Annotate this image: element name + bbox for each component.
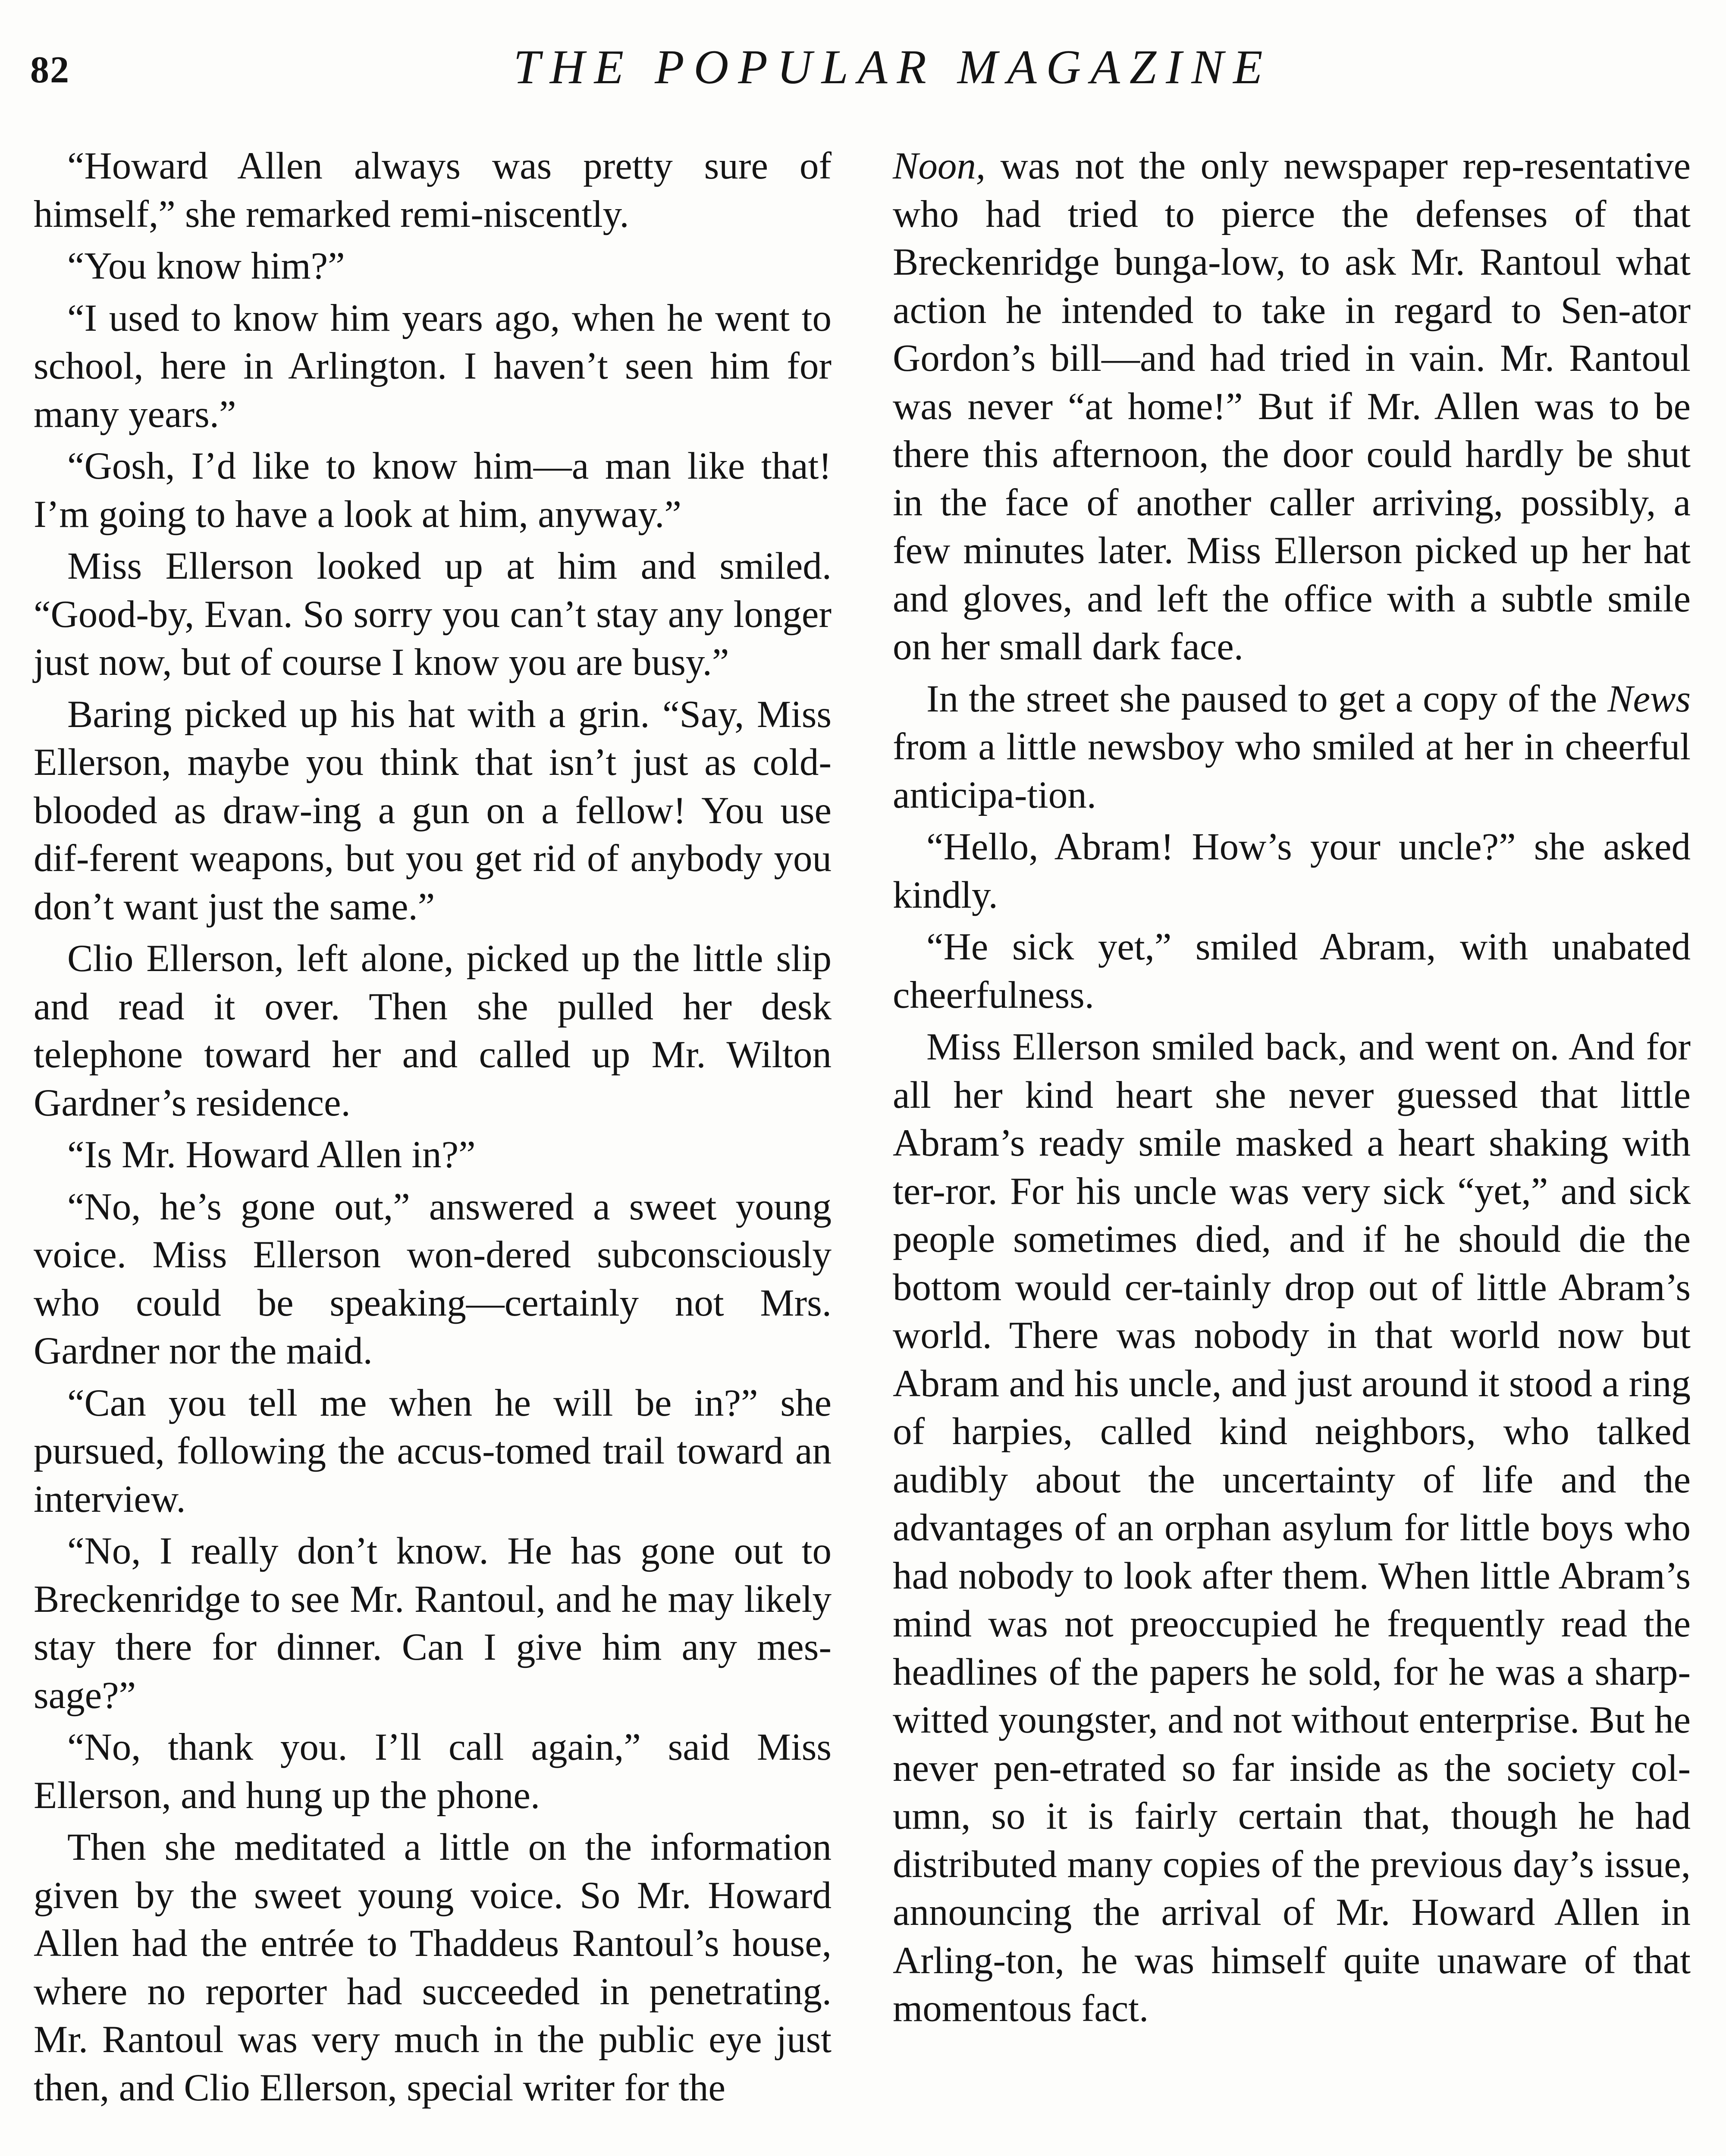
- paragraph-text: In the street she paused to get a copy of the: [926, 677, 1608, 720]
- paragraph: “Gosh, I’d like to know him—a man like that! I’m going to have a look at him, anyway.”: [34, 445, 832, 536]
- right-column: [893, 142, 1691, 2033]
- running-title: THE POPULAR MAGAZINE: [513, 41, 1272, 94]
- page-header: [30, 40, 1695, 109]
- paragraph: “No, he’s gone out,” answered a sweet young voice. Miss Ellerson won-dered subconsciously who could be speaking—certainly not Mrs. Gardner nor the maid.: [34, 1185, 832, 1372]
- paragraph-text: from a little newsboy who smiled at her in cheerful anticipa-tion.: [893, 726, 1691, 816]
- paragraph: “He sick yet,” smiled Abram, with unabated cheerfulness.: [893, 926, 1691, 1016]
- paragraph: “Hello, Abram! How’s your uncle?” she asked kindly.: [893, 826, 1691, 916]
- paragraph-text: was not the only newspaper rep-resentative who had tried to pierce the defenses of that Breckenridge bunga-low, to ask Mr. Rantoul what action he intended to take in regard to Sen-ator Gordon’s bill—and had tried in vain. Mr. Rantoul was never “at home!” But if Mr. Allen was to be there this afternoon, the door could hardly be shut in the face of another caller arriving, possibly, a few minutes later. Miss Ellerson picked up her hat and gloves, and left the office with a subtle smile on her small dark face.: [893, 145, 1691, 668]
- paragraph: “Is Mr. Howard Allen in?”: [67, 1134, 476, 1176]
- paragraph: Miss Ellerson looked up at him and smiled. “Good-by, Evan. So sorry you can’t stay any longer just now, but of course I know you are busy.”: [34, 545, 832, 683]
- newspaper-name-news: News: [1607, 677, 1691, 720]
- page-number: 82: [30, 49, 70, 91]
- paragraph: “Can you tell me when he will be in?” she pursued, following the accus-tomed trail toward an interview.: [34, 1382, 832, 1520]
- continued-paragraph: [893, 142, 1691, 671]
- paragraph: Then she meditated a little on the information given by the sweet young voice. So Mr. Howard Allen had the entrée to Thaddeus Rantoul’s house, where no reporter had succeeded in penetrating. Mr. Rantoul was very much in the public eye just then, and Clio Ellerson, special writer for the: [34, 1826, 832, 2109]
- newspaper-name-noon: Noon,: [893, 145, 986, 187]
- paragraph: [893, 675, 1691, 820]
- paragraph: Miss Ellerson smiled back, and went on. And for all her kind heart she never guessed that little Abram’s ready smile masked a heart shaking with ter-ror. For his uncle was very sick “yet,” and sick people sometimes died, and if he should die the bottom would cer-tainly drop out of little Abram’s world. There was nobody in that world now but Abram and his uncle, and just around it stood a ring of harpies, called kind neighbors, who talked audibly about the uncertainty of life and the advantages of an orphan asylum for little boys who had nobody to look after them. When little Abram’s mind was not preoccupied he frequently read the headlines of the papers he sold, for he was a sharp-witted youngster, and not without enterprise. But he never pen-etrated so far inside as the society col-umn, so it is fairly certain that, though he had distributed many copies of the previous day’s issue, announcing the arrival of Mr. Howard Allen in Arling-ton, he was himself quite unaware of that momentous fact.: [893, 1026, 1691, 2030]
- paragraph: Baring picked up his hat with a grin. “Say, Miss Ellerson, maybe you think that isn’t just as cold-blooded as draw-ing a gun on a fellow! You use dif-ferent weapons, but you get rid of anybody you don’t want just the same.”: [34, 693, 832, 928]
- paragraph: “No, I really don’t know. He has gone out to Breckenridge to see Mr. Rantoul, and he may likely stay there for dinner. Can I give him any mes-sage?”: [34, 1530, 832, 1717]
- left-column: [34, 142, 832, 2112]
- paragraph: “You know him?”: [67, 245, 345, 287]
- paragraph: “I used to know him years ago, when he went to school, here in Arlington. I haven’t seen him for many years.”: [34, 297, 832, 436]
- paragraph: Clio Ellerson, left alone, picked up the little slip and read it over. Then she pulled her desk telephone toward her and called up Mr. Wilton Gardner’s residence.: [34, 937, 832, 1124]
- paragraph: “No, thank you. I’ll call again,” said Miss Ellerson, and hung up the phone.: [34, 1726, 832, 1817]
- paragraph: “Howard Allen always was pretty sure of himself,” she remarked remi-niscently.: [34, 145, 832, 235]
